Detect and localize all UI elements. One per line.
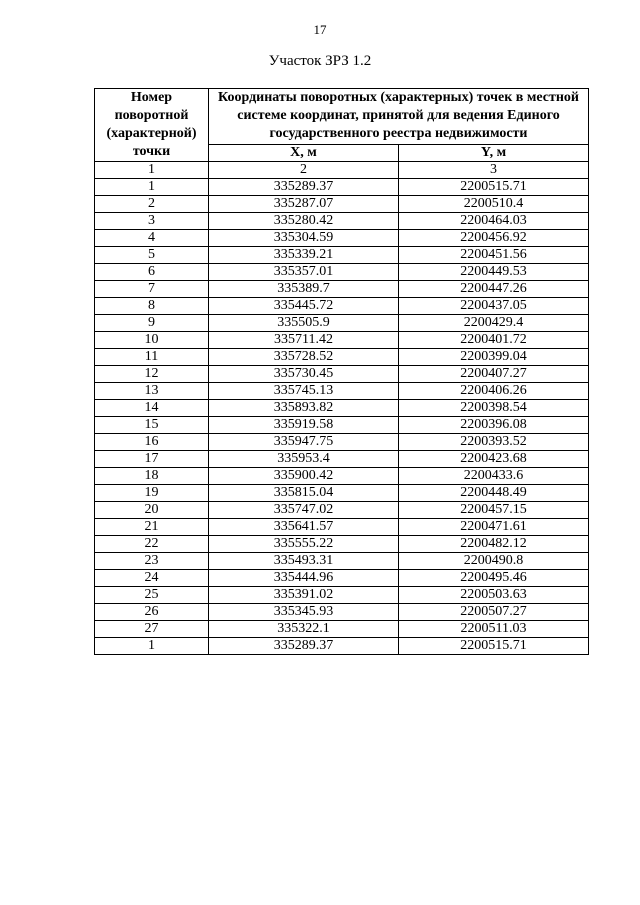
point-number-cell: 8: [95, 298, 209, 315]
x-coordinate-cell: 335357.01: [209, 264, 399, 281]
table-row: [95, 196, 589, 213]
header-point-number: Номер поворотной (характерной) точки: [95, 89, 209, 162]
table-row: [95, 349, 589, 366]
x-coordinate-cell: 335322.1: [209, 621, 399, 638]
y-coordinate-cell: 2200471.61: [399, 519, 589, 536]
point-number-cell: 22: [95, 536, 209, 553]
x-coordinate-cell: 335947.75: [209, 434, 399, 451]
y-coordinate-cell: 2200451.56: [399, 247, 589, 264]
y-coordinate-cell: 2200449.53: [399, 264, 589, 281]
point-number-cell: 25: [95, 587, 209, 604]
point-number-cell: 9: [95, 315, 209, 332]
table-row: [95, 468, 589, 485]
section-title: Участок ЗРЗ 1.2: [268, 53, 372, 69]
x-coordinate-cell: 335391.02: [209, 587, 399, 604]
table-row: [95, 383, 589, 400]
point-number-cell: 3: [95, 213, 209, 230]
column-number: 3: [399, 162, 589, 179]
x-coordinate-cell: 335745.13: [209, 383, 399, 400]
table-row: [95, 281, 589, 298]
x-coordinate-cell: 335289.37: [209, 179, 399, 196]
x-coordinate-cell: 335893.82: [209, 400, 399, 417]
x-coordinate-cell: 335445.72: [209, 298, 399, 315]
y-coordinate-cell: 2200433.6: [399, 468, 589, 485]
point-number-cell: 1: [95, 179, 209, 196]
point-number-cell: 24: [95, 570, 209, 587]
y-coordinate-cell: 2200510.4: [399, 196, 589, 213]
page-number: 17: [313, 22, 327, 37]
x-coordinate-cell: 335289.37: [209, 638, 399, 655]
point-number-cell: 23: [95, 553, 209, 570]
table-row: [95, 315, 589, 332]
y-coordinate-cell: 2200503.63: [399, 587, 589, 604]
table-row: [95, 621, 589, 638]
y-coordinate-cell: 2200407.27: [399, 366, 589, 383]
y-coordinate-cell: 2200515.71: [399, 179, 589, 196]
y-coordinate-cell: 2200515.71: [399, 638, 589, 655]
table-row: [95, 587, 589, 604]
table-row: [95, 230, 589, 247]
y-coordinate-cell: 2200490.8: [399, 553, 589, 570]
point-number-cell: 11: [95, 349, 209, 366]
point-number-cell: 15: [95, 417, 209, 434]
table-row: [95, 417, 589, 434]
table-row: [95, 553, 589, 570]
table-row: [95, 213, 589, 230]
x-coordinate-cell: 335953.4: [209, 451, 399, 468]
x-coordinate-cell: 335730.45: [209, 366, 399, 383]
y-coordinate-cell: 2200396.08: [399, 417, 589, 434]
coordinates-table: [94, 88, 589, 655]
point-number-cell: 6: [95, 264, 209, 281]
column-number: 2: [209, 162, 399, 179]
table-row: [95, 332, 589, 349]
y-coordinate-cell: 2200398.54: [399, 400, 589, 417]
y-coordinate-cell: 2200437.05: [399, 298, 589, 315]
x-coordinate-cell: 335304.59: [209, 230, 399, 247]
point-number-cell: 17: [95, 451, 209, 468]
point-number-cell: 19: [95, 485, 209, 502]
point-number-cell: 5: [95, 247, 209, 264]
x-coordinate-cell: 335747.02: [209, 502, 399, 519]
y-coordinate-cell: 2200393.52: [399, 434, 589, 451]
table-row: [95, 400, 589, 417]
x-coordinate-cell: 335287.07: [209, 196, 399, 213]
column-number: 1: [95, 162, 209, 179]
x-coordinate-cell: 335919.58: [209, 417, 399, 434]
point-number-cell: 7: [95, 281, 209, 298]
table-row: [95, 604, 589, 621]
x-coordinate-cell: 335493.31: [209, 553, 399, 570]
x-coordinate-cell: 335339.21: [209, 247, 399, 264]
point-number-cell: 12: [95, 366, 209, 383]
y-coordinate-cell: 2200457.15: [399, 502, 589, 519]
point-number-cell: 13: [95, 383, 209, 400]
y-coordinate-cell: 2200447.26: [399, 281, 589, 298]
point-number-cell: 20: [95, 502, 209, 519]
x-coordinate-cell: 335711.42: [209, 332, 399, 349]
y-coordinate-cell: 2200507.27: [399, 604, 589, 621]
point-number-cell: 2: [95, 196, 209, 213]
y-coordinate-cell: 2200401.72: [399, 332, 589, 349]
y-coordinate-cell: 2200448.49: [399, 485, 589, 502]
x-coordinate-cell: 335555.22: [209, 536, 399, 553]
point-number-cell: 26: [95, 604, 209, 621]
table-row: [95, 247, 589, 264]
point-number-cell: 27: [95, 621, 209, 638]
x-coordinate-cell: 335815.04: [209, 485, 399, 502]
y-coordinate-cell: 2200429.4: [399, 315, 589, 332]
point-number-cell: 14: [95, 400, 209, 417]
table-body: [95, 179, 589, 655]
table-row: [95, 638, 589, 655]
table-row: [95, 485, 589, 502]
table-row: [95, 434, 589, 451]
header-y: Y, м: [399, 144, 589, 161]
x-coordinate-cell: 335728.52: [209, 349, 399, 366]
table-row: [95, 570, 589, 587]
x-coordinate-cell: 335505.9: [209, 315, 399, 332]
y-coordinate-cell: 2200464.03: [399, 213, 589, 230]
x-coordinate-cell: 335389.7: [209, 281, 399, 298]
column-number-row: [95, 162, 589, 179]
x-coordinate-cell: 335345.93: [209, 604, 399, 621]
table-row: [95, 519, 589, 536]
y-coordinate-cell: 2200456.92: [399, 230, 589, 247]
point-number-cell: 18: [95, 468, 209, 485]
point-number-cell: 10: [95, 332, 209, 349]
point-number-cell: 21: [95, 519, 209, 536]
x-coordinate-cell: 335641.57: [209, 519, 399, 536]
table-row: [95, 264, 589, 281]
point-number-cell: 1: [95, 638, 209, 655]
x-coordinate-cell: 335444.96: [209, 570, 399, 587]
header-x: X, м: [209, 144, 399, 161]
header-coordinates: Координаты поворотных (характерных) точек в местной системе координат, принятой для ведения Единого государственного реестра недвижимости: [209, 89, 589, 145]
y-coordinate-cell: 2200423.68: [399, 451, 589, 468]
table-row: [95, 298, 589, 315]
table-row: [95, 451, 589, 468]
y-coordinate-cell: 2200495.46: [399, 570, 589, 587]
table-row: [95, 366, 589, 383]
y-coordinate-cell: 2200511.03: [399, 621, 589, 638]
x-coordinate-cell: 335280.42: [209, 213, 399, 230]
table-row: [95, 502, 589, 519]
table-row: [95, 179, 589, 196]
y-coordinate-cell: 2200482.12: [399, 536, 589, 553]
point-number-cell: 4: [95, 230, 209, 247]
x-coordinate-cell: 335900.42: [209, 468, 399, 485]
y-coordinate-cell: 2200406.26: [399, 383, 589, 400]
y-coordinate-cell: 2200399.04: [399, 349, 589, 366]
table-row: [95, 536, 589, 553]
point-number-cell: 16: [95, 434, 209, 451]
